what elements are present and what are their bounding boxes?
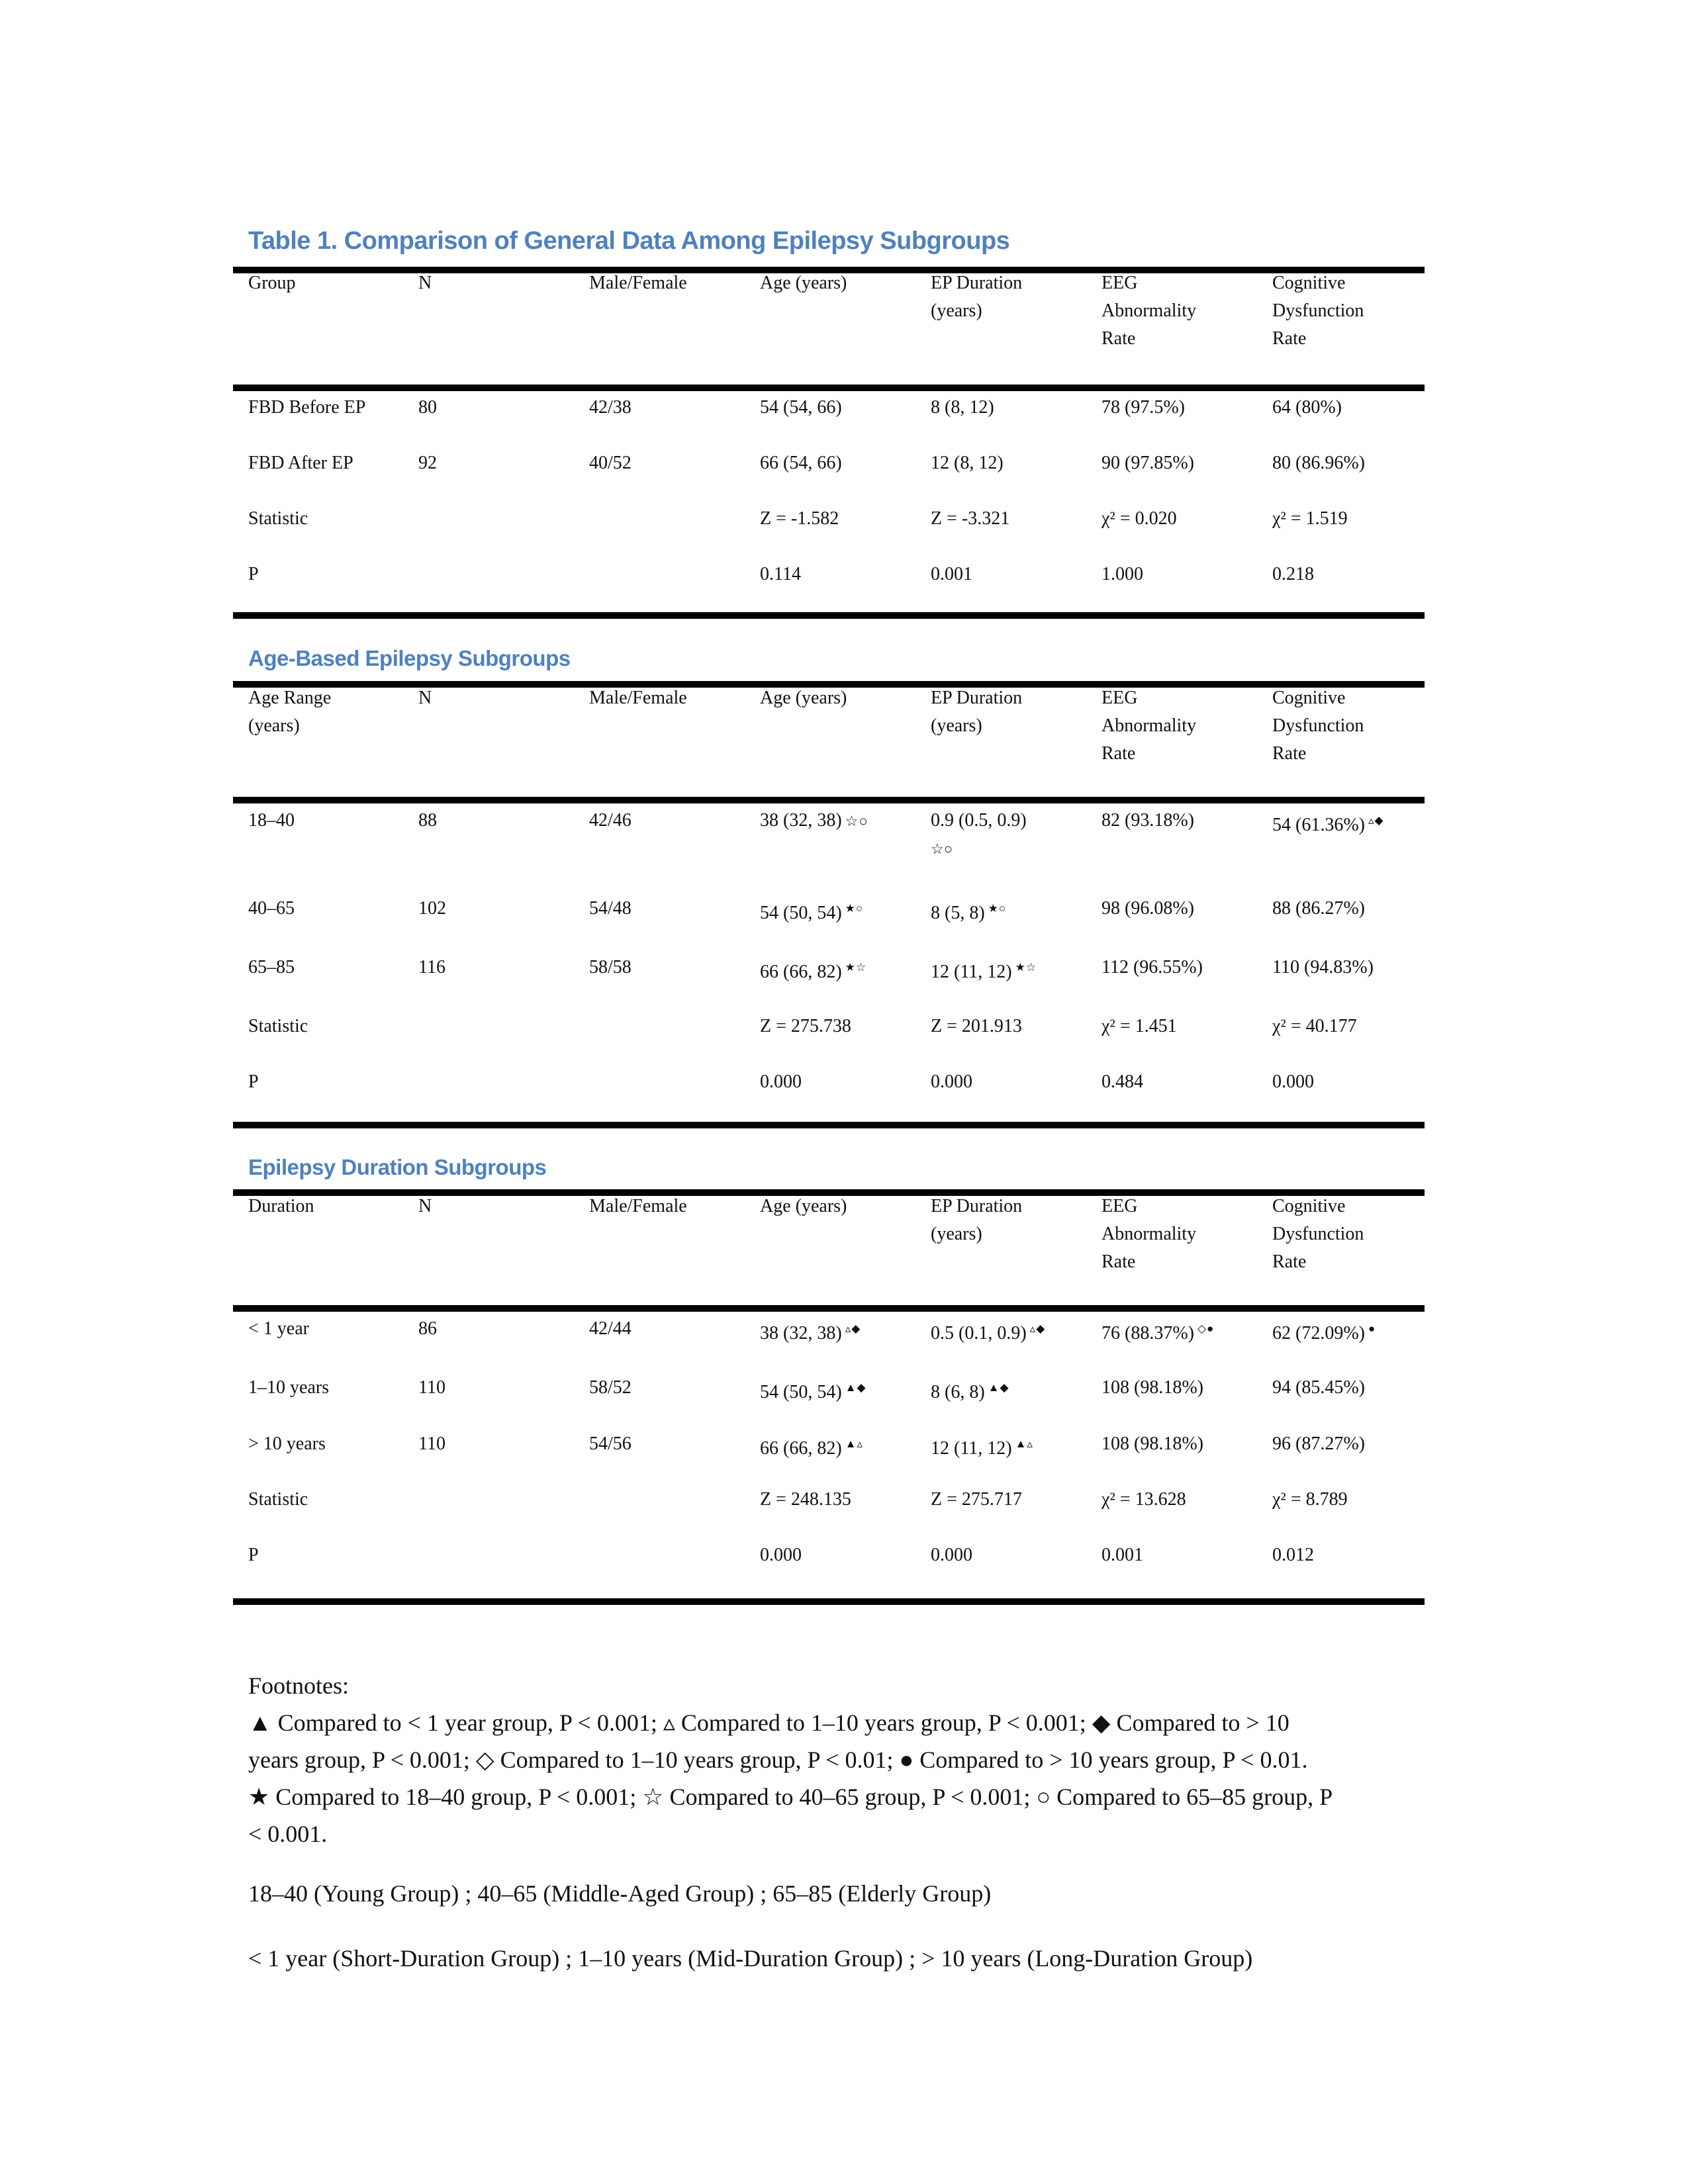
table-bottom-rule bbox=[233, 1598, 1425, 1605]
table-cell bbox=[760, 449, 842, 477]
table-cell bbox=[1272, 394, 1342, 422]
cell-value: χ² = 0.020 bbox=[1102, 508, 1177, 529]
cell-value: 58/52 bbox=[589, 1377, 632, 1398]
cell-value: 0.001 bbox=[931, 564, 972, 584]
table-cell bbox=[760, 1374, 867, 1406]
table-cell bbox=[1102, 954, 1203, 981]
table-cell bbox=[931, 895, 1006, 927]
cell-value: 65–85 bbox=[248, 957, 295, 978]
table-cell bbox=[589, 1315, 632, 1343]
row-label bbox=[248, 895, 295, 923]
table-cell bbox=[931, 394, 994, 422]
table-cell bbox=[1272, 1374, 1365, 1402]
table-cell bbox=[931, 1315, 1045, 1347]
table-cell bbox=[1102, 895, 1194, 923]
row-label bbox=[248, 1315, 309, 1343]
significance-markers: ★○ bbox=[988, 902, 1007, 915]
cell-value: 0.9 (0.5, 0.9) bbox=[931, 810, 1027, 831]
column-header-line: Group bbox=[248, 273, 296, 293]
cell-value: 0.484 bbox=[1102, 1071, 1143, 1092]
table-cell bbox=[1102, 1374, 1203, 1402]
column-header-line: EEG bbox=[1102, 273, 1138, 293]
cell-value: Z = 201.913 bbox=[931, 1016, 1022, 1036]
cell-value: 0.218 bbox=[1272, 564, 1314, 584]
table-bottom-rule bbox=[233, 1122, 1425, 1128]
header-bottom-rule bbox=[233, 1305, 1425, 1312]
cell-value: 8 (8, 12) bbox=[931, 397, 994, 418]
footnote-line: years group, P < 0.001; ◇ Compared to 1–10 years group, P < 0.01; ● Compared to > 10 years group, P < 0.01. bbox=[248, 1747, 1308, 1773]
table-cell bbox=[1102, 394, 1185, 422]
cell-value: χ² = 13.628 bbox=[1102, 1489, 1186, 1510]
row-label bbox=[248, 1013, 308, 1040]
table-cell bbox=[931, 505, 1009, 533]
cell-value: 78 (97.5%) bbox=[1102, 397, 1185, 418]
table-cell bbox=[1102, 1486, 1186, 1514]
header-bottom-rule bbox=[233, 385, 1425, 391]
cell-value: P bbox=[248, 1071, 259, 1092]
column-header-line: Cognitive bbox=[1272, 688, 1346, 708]
table-cell bbox=[418, 1374, 445, 1402]
cell-value: 1–10 years bbox=[248, 1377, 330, 1398]
cell-value: χ² = 8.789 bbox=[1272, 1489, 1348, 1510]
cell-value: Statistic bbox=[248, 1016, 308, 1036]
column-header bbox=[760, 1193, 847, 1220]
table-cell bbox=[1102, 1013, 1177, 1040]
row-label bbox=[248, 1541, 259, 1569]
table-cell bbox=[1102, 807, 1194, 835]
cell-value: 12 (8, 12) bbox=[931, 453, 1004, 473]
cell-value: χ² = 40.177 bbox=[1272, 1016, 1357, 1036]
significance-markers: ★☆ bbox=[845, 961, 867, 974]
cell-value: 0.000 bbox=[931, 1071, 972, 1092]
cell-value: FBD After EP bbox=[248, 453, 353, 473]
column-header-line: (years) bbox=[931, 1224, 982, 1244]
significance-markers: ★☆ bbox=[1015, 961, 1037, 974]
column-header bbox=[760, 269, 847, 297]
table-cell bbox=[1272, 1068, 1314, 1096]
cell-value: 0.000 bbox=[931, 1545, 972, 1565]
cell-value: 0.5 (0.1, 0.9) bbox=[931, 1323, 1027, 1343]
table-cell bbox=[1272, 1486, 1348, 1514]
column-header bbox=[931, 269, 1022, 325]
cell-value: 88 (86.27%) bbox=[1272, 898, 1365, 919]
footnote-line: ★ Compared to 18–40 group, P < 0.001; ☆ Compared to 40–65 group, P < 0.001; ○ Compared to 65–85 group, P bbox=[248, 1784, 1333, 1810]
column-header-line: Rate bbox=[1102, 1251, 1136, 1272]
table-cell bbox=[418, 1315, 437, 1343]
cell-value: 1.000 bbox=[1102, 564, 1143, 584]
table-cell bbox=[760, 895, 863, 927]
cell-value: 54/56 bbox=[589, 1433, 632, 1454]
column-header-line: Dysfunction bbox=[1272, 715, 1364, 736]
column-header-line: Male/Female bbox=[589, 273, 687, 293]
row-label bbox=[248, 1430, 326, 1458]
column-header bbox=[1272, 269, 1364, 353]
column-header-line: Rate bbox=[1272, 1251, 1307, 1272]
cell-value: 40–65 bbox=[248, 898, 295, 919]
cell-value: 42/46 bbox=[589, 810, 632, 831]
cell-value: 0.000 bbox=[760, 1545, 802, 1565]
column-header-line: (years) bbox=[248, 715, 300, 736]
row-label bbox=[248, 1374, 329, 1402]
table-cell bbox=[931, 449, 1004, 477]
column-header bbox=[931, 684, 1022, 740]
column-header-line: Duration bbox=[248, 1196, 314, 1216]
column-header bbox=[248, 1193, 314, 1220]
row-label bbox=[248, 1068, 259, 1096]
column-header bbox=[760, 684, 847, 712]
cell-value: 110 bbox=[418, 1433, 445, 1454]
column-header-line: EP Duration bbox=[931, 1196, 1023, 1216]
table-cell bbox=[931, 807, 1027, 863]
cell-value: Z = 248.135 bbox=[760, 1489, 851, 1510]
cell-value: 98 (96.08%) bbox=[1102, 898, 1194, 919]
cell-value: 66 (54, 66) bbox=[760, 453, 842, 473]
row-label bbox=[248, 505, 308, 533]
significance-markers: ☆○ bbox=[931, 841, 953, 857]
cell-value: 110 bbox=[418, 1377, 445, 1398]
column-header-line: Age (years) bbox=[760, 688, 847, 708]
table-cell bbox=[1102, 561, 1143, 588]
section-subtitle: Age-Based Epilepsy Subgroups bbox=[248, 646, 571, 670]
duration-group-definitions: < 1 year (Short-Duration Group) ; 1–10 years (Mid-Duration Group) ; > 10 years (Long-Duration Group) bbox=[248, 1945, 1253, 1972]
table-cell bbox=[931, 561, 972, 588]
column-header-line: Rate bbox=[1272, 743, 1307, 764]
column-header-line: Age (years) bbox=[760, 1196, 847, 1216]
cell-value: Z = -3.321 bbox=[931, 508, 1010, 529]
cell-value: 54 (61.36%) bbox=[1272, 815, 1365, 835]
table-cell bbox=[760, 394, 842, 422]
column-header bbox=[248, 684, 331, 740]
column-header bbox=[418, 684, 432, 712]
table-bottom-rule bbox=[233, 612, 1425, 619]
column-header-line: Abnormality bbox=[1102, 1224, 1197, 1244]
table-cell bbox=[1102, 505, 1177, 533]
age-group-definitions: 18–40 (Young Group) ; 40–65 (Middle-Aged Group) ; 65–85 (Elderly Group) bbox=[248, 1880, 992, 1907]
cell-value: 86 bbox=[418, 1318, 437, 1339]
cell-value: 64 (80%) bbox=[1272, 397, 1342, 418]
column-header-line: Male/Female bbox=[589, 688, 687, 708]
cell-value: 66 (66, 82) bbox=[760, 1438, 842, 1459]
cell-value: 12 (11, 12) bbox=[931, 962, 1012, 982]
table-cell bbox=[931, 1430, 1033, 1463]
table-cell bbox=[589, 895, 632, 923]
cell-value: 18–40 bbox=[248, 810, 295, 831]
footnote-line: < 0.001. bbox=[248, 1821, 328, 1847]
significance-markers: ☆○ bbox=[845, 813, 868, 829]
row-label bbox=[248, 807, 295, 835]
row-label bbox=[248, 954, 295, 981]
table-cell bbox=[1102, 1068, 1143, 1096]
table-cell bbox=[1272, 1430, 1365, 1458]
column-header-line: Abnormality bbox=[1102, 300, 1197, 321]
cell-value: 0.114 bbox=[760, 564, 801, 584]
cell-value: 54 (50, 54) bbox=[760, 903, 842, 923]
significance-markers: ▲▵ bbox=[1015, 1437, 1033, 1450]
table-cell bbox=[589, 807, 632, 835]
table-cell bbox=[418, 807, 437, 835]
table-cell bbox=[760, 1013, 851, 1040]
cell-value: 42/38 bbox=[589, 397, 632, 418]
column-header bbox=[418, 1193, 432, 1220]
table-cell bbox=[1272, 1013, 1357, 1040]
table-cell bbox=[931, 1541, 972, 1569]
cell-value: 40/52 bbox=[589, 453, 632, 473]
table-cell bbox=[931, 954, 1037, 986]
cell-value: FBD Before EP bbox=[248, 397, 366, 418]
cell-value: 82 (93.18%) bbox=[1102, 810, 1194, 831]
row-label bbox=[248, 561, 259, 588]
table-cell bbox=[589, 954, 632, 981]
cell-value: < 1 year bbox=[248, 1318, 309, 1339]
cell-value: Statistic bbox=[248, 508, 308, 529]
table-cell bbox=[1102, 449, 1194, 477]
column-header-line: EEG bbox=[1102, 1196, 1138, 1216]
table-cell bbox=[1272, 561, 1314, 588]
column-header bbox=[1102, 684, 1196, 768]
column-header bbox=[1272, 684, 1364, 768]
section-subtitle: Epilepsy Duration Subgroups bbox=[248, 1155, 547, 1179]
column-header bbox=[248, 269, 296, 297]
table-cell bbox=[1102, 1430, 1203, 1458]
column-header-line: Rate bbox=[1102, 743, 1136, 764]
column-header-line: (years) bbox=[931, 300, 982, 321]
table-cell bbox=[418, 449, 437, 477]
column-header-line: (years) bbox=[931, 715, 982, 736]
cell-value: Z = -1.582 bbox=[760, 508, 839, 529]
cell-value: χ² = 1.519 bbox=[1272, 508, 1348, 529]
cell-value: 108 (98.18%) bbox=[1102, 1433, 1203, 1454]
cell-value: 58/58 bbox=[589, 957, 632, 978]
column-header-line: N bbox=[418, 273, 432, 293]
cell-value: P bbox=[248, 1545, 259, 1565]
cell-value: 62 (72.09%) bbox=[1272, 1323, 1365, 1343]
cell-value: Statistic bbox=[248, 1489, 308, 1510]
table-cell bbox=[418, 954, 445, 981]
column-header bbox=[931, 1193, 1022, 1248]
table-cell bbox=[760, 561, 801, 588]
row-label bbox=[248, 394, 365, 422]
cell-value: 0.000 bbox=[1272, 1071, 1314, 1092]
cell-value: Z = 275.738 bbox=[760, 1016, 851, 1036]
cell-value: 54 (50, 54) bbox=[760, 1382, 842, 1402]
significance-markers: ▲▵ bbox=[845, 1437, 864, 1450]
table-cell bbox=[418, 394, 437, 422]
cell-value: χ² = 1.451 bbox=[1102, 1016, 1177, 1036]
cell-value: 90 (97.85%) bbox=[1102, 453, 1194, 473]
column-header-line: Dysfunction bbox=[1272, 300, 1364, 321]
table-cell bbox=[931, 1013, 1022, 1040]
column-header-line: EP Duration bbox=[931, 273, 1023, 293]
table-cell bbox=[931, 1374, 1009, 1406]
column-header-line: EEG bbox=[1102, 688, 1138, 708]
column-header bbox=[1102, 269, 1196, 353]
table-cell bbox=[1102, 1541, 1143, 1569]
cell-value: 0.000 bbox=[760, 1071, 802, 1092]
table-cell bbox=[1272, 895, 1365, 923]
table-cell bbox=[760, 1068, 802, 1096]
cell-value: 12 (11, 12) bbox=[931, 1438, 1012, 1459]
significance-markers: ◇● bbox=[1197, 1322, 1215, 1335]
cell-value: 94 (85.45%) bbox=[1272, 1377, 1365, 1398]
significance-markers: ▵◆ bbox=[1368, 814, 1384, 827]
table-cell bbox=[760, 1541, 802, 1569]
row-label bbox=[248, 1486, 308, 1514]
cell-value: 54 (54, 66) bbox=[760, 397, 842, 418]
cell-value: 0.001 bbox=[1102, 1545, 1143, 1565]
cell-value: 8 (6, 8) bbox=[931, 1382, 985, 1402]
column-header-line: Age (years) bbox=[760, 273, 847, 293]
table-cell bbox=[760, 1486, 851, 1514]
footnotes-heading: Footnotes: bbox=[248, 1672, 350, 1699]
significance-markers: ★○ bbox=[845, 902, 864, 915]
column-header-line: Dysfunction bbox=[1272, 1224, 1364, 1244]
column-header bbox=[589, 684, 687, 712]
cell-value: 116 bbox=[418, 957, 445, 978]
column-header-line: Male/Female bbox=[589, 1196, 687, 1216]
cell-value: Z = 275.717 bbox=[931, 1489, 1022, 1510]
table-cell bbox=[1272, 505, 1348, 533]
column-header-line: Abnormality bbox=[1102, 715, 1197, 736]
significance-markers: ▲◆ bbox=[845, 1381, 867, 1394]
table-cell bbox=[1272, 954, 1374, 981]
table-cell bbox=[760, 505, 839, 533]
table-cell bbox=[1272, 807, 1384, 839]
table-cell bbox=[589, 394, 632, 422]
column-header-line: N bbox=[418, 1196, 432, 1216]
cell-value: 88 bbox=[418, 810, 437, 831]
cell-value: 92 bbox=[418, 453, 437, 473]
column-header bbox=[1272, 1193, 1364, 1276]
column-header-line: Cognitive bbox=[1272, 1196, 1346, 1216]
column-header bbox=[589, 1193, 687, 1220]
cell-value: 76 (88.37%) bbox=[1102, 1323, 1194, 1343]
table-cell bbox=[418, 1430, 445, 1458]
table-title: Table 1. Comparison of General Data Among Epilepsy Subgroups bbox=[248, 227, 1010, 255]
cell-value: 42/44 bbox=[589, 1318, 632, 1339]
table-cell bbox=[1102, 1315, 1214, 1347]
column-header-line: Rate bbox=[1102, 328, 1136, 349]
significance-markers: ● bbox=[1368, 1322, 1376, 1335]
column-header bbox=[418, 269, 432, 297]
column-header-line: N bbox=[418, 688, 432, 708]
table-cell bbox=[760, 954, 867, 986]
column-header-line: Age Range bbox=[248, 688, 332, 708]
table-cell bbox=[1272, 1541, 1314, 1569]
table-cell bbox=[760, 1315, 861, 1347]
table-cell bbox=[418, 895, 446, 923]
footnote-line: ▲ Compared to < 1 year group, P < 0.001; ▵ Compared to 1–10 years group, P < 0.001; ◆ Compared to > 10 bbox=[248, 1709, 1289, 1736]
cell-value: 96 (87.27%) bbox=[1272, 1433, 1365, 1454]
column-header-line: EP Duration bbox=[931, 688, 1023, 708]
row-label bbox=[248, 449, 353, 477]
significance-markers: ▲◆ bbox=[988, 1381, 1009, 1394]
column-header bbox=[589, 269, 687, 297]
cell-value: 112 (96.55%) bbox=[1102, 957, 1203, 978]
table-cell bbox=[760, 807, 868, 835]
table-cell bbox=[931, 1068, 972, 1096]
cell-value: 80 (86.96%) bbox=[1272, 453, 1365, 473]
table-cell bbox=[589, 1374, 632, 1402]
cell-value: 102 bbox=[418, 898, 446, 919]
cell-value: 80 bbox=[418, 397, 437, 418]
cell-value: 110 (94.83%) bbox=[1272, 957, 1374, 978]
table-cell bbox=[931, 1486, 1022, 1514]
cell-value: 66 (66, 82) bbox=[760, 962, 842, 982]
column-header-line: Rate bbox=[1272, 328, 1307, 349]
cell-value: 8 (5, 8) bbox=[931, 903, 985, 923]
cell-value: 108 (98.18%) bbox=[1102, 1377, 1203, 1398]
column-header bbox=[1102, 1193, 1196, 1276]
significance-markers: ▵◆ bbox=[1029, 1322, 1046, 1335]
column-header-line: Cognitive bbox=[1272, 273, 1346, 293]
significance-markers: ▵◆ bbox=[845, 1322, 861, 1335]
cell-value: 38 (32, 38) bbox=[760, 810, 842, 831]
table-cell bbox=[589, 1430, 632, 1458]
table-cell bbox=[1272, 449, 1365, 477]
table-cell bbox=[1272, 1315, 1376, 1347]
cell-value: P bbox=[248, 564, 259, 584]
table-cell bbox=[760, 1430, 863, 1463]
cell-value: 0.012 bbox=[1272, 1545, 1314, 1565]
table-cell bbox=[589, 449, 632, 477]
cell-value: 38 (32, 38) bbox=[760, 1323, 842, 1343]
header-bottom-rule bbox=[233, 797, 1425, 803]
cell-value: > 10 years bbox=[248, 1433, 326, 1454]
cell-value: 54/48 bbox=[589, 898, 632, 919]
